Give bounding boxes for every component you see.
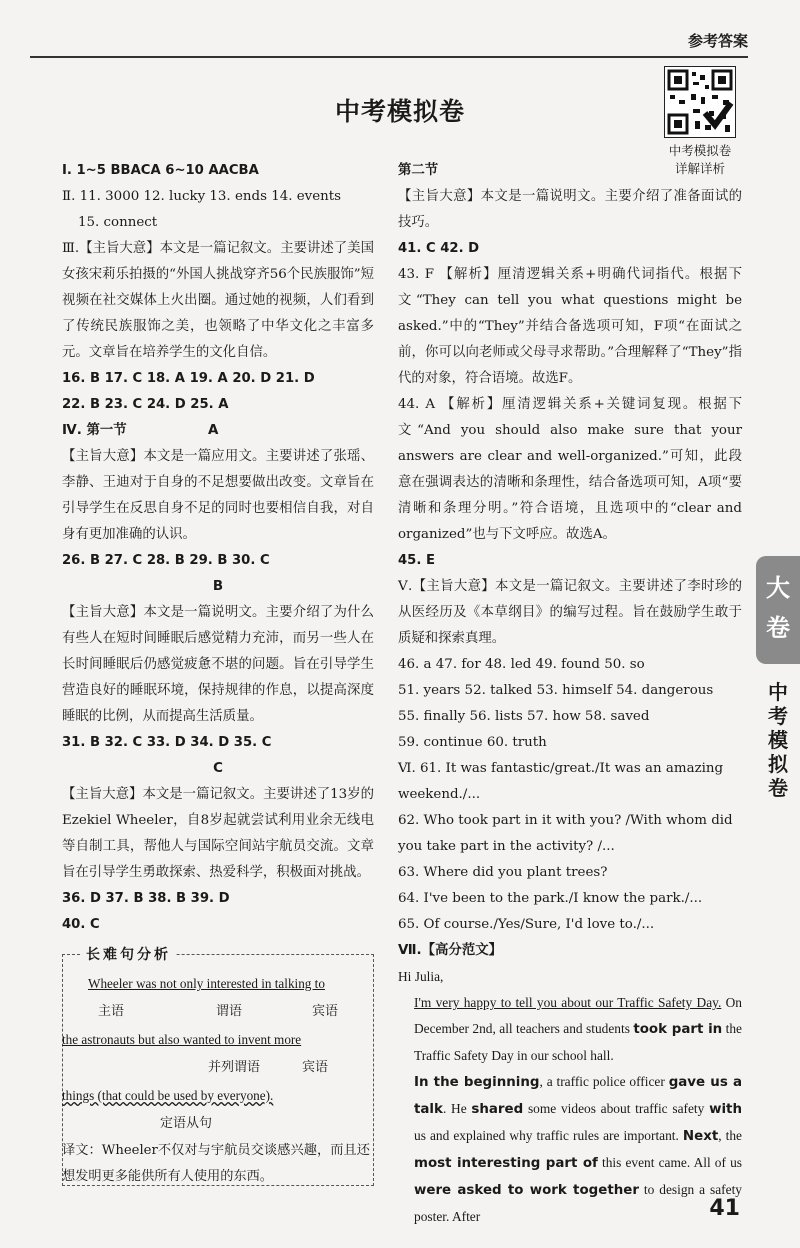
grammar-labels	[88, 1054, 370, 1082]
essay-highlight: shared	[471, 1102, 524, 1117]
essay-text: some videos about traffic safety	[523, 1101, 710, 1116]
grammar-label: 并列谓语	[208, 1060, 261, 1075]
grammar-label: 谓语	[216, 1004, 243, 1019]
explanation-paragraph: 43. F 【解析】厘清逻辑关系+明确代词指代。根据下文“They can tell you what questions might be asked.”中的“They”并结合备选项可知，F项“在面试之前，你可以向老师或父母寻求帮助。”合理解释了“They”指代的对象，符合语境。故选F。	[398, 267, 742, 386]
page-title: 中考模拟卷	[334, 97, 465, 126]
essay-text: to design a safety poster. After	[414, 1182, 743, 1224]
answer-line: 31. B 32. C 33. D 34. D 35. C	[62, 735, 272, 750]
answer-line: 16. B 17. C 18. A 19. A 20. D 21. D	[62, 371, 315, 386]
grammar-label: 宾语	[312, 1004, 339, 1019]
essay-text: I'm very happy to tell you about our Traffic Safety Day.	[414, 995, 722, 1010]
answer-line: Ⅵ. 61. It was fantastic/great./It was an amazing weekend./...	[398, 761, 724, 802]
answer-header: 参考答案	[687, 32, 748, 50]
side-tab	[756, 556, 800, 664]
summary-paragraph: 【主旨大意】本文是一篇说明文。主要介绍了准备面试的技巧。	[398, 189, 742, 230]
answer-line: 63. Where did you plant trees?	[398, 865, 608, 880]
essay-highlight: were asked to work together	[414, 1183, 639, 1198]
box-body	[62, 970, 370, 1190]
section-label: Ⅳ. 第一节	[62, 423, 127, 438]
section-heading	[62, 418, 374, 444]
essay-paragraph	[398, 990, 742, 1069]
answer-line: 46. a 47. for 48. led 49. found 50. so	[398, 657, 645, 672]
answer-line: 62. Who took part in it with you? /With whom did you take part in the activity? /...	[398, 813, 733, 854]
essay-text: On December 2nd, all teachers and students	[414, 995, 742, 1036]
box-title: 长难句分析	[82, 944, 175, 964]
qr-caption-line1: 中考模拟卷	[668, 143, 732, 158]
analysis-sentence: the astronauts but also wanted to invent more	[62, 1032, 302, 1047]
essay-text: the Traffic Safety Day in our school hall.	[414, 1021, 742, 1063]
essay-text: us and explained why traffic rules are important.	[414, 1128, 683, 1143]
essay-text: , a traffic police officer	[539, 1074, 669, 1089]
right-column	[398, 158, 742, 1230]
summary-paragraph: Ⅴ.【主旨大意】本文是一篇记叙文。主要讲述了李时珍的从医经历及《本草纲目》的编写过程。旨在鼓励学生敢于质疑和探索真理。	[398, 579, 742, 646]
section-heading: Ⅶ.【高分范文】	[398, 943, 502, 958]
section-heading: 第二节	[398, 163, 439, 178]
answer-line: 59. continue 60. truth	[398, 735, 547, 750]
answer-line: 45. E	[398, 553, 435, 568]
essay-text: , the	[718, 1128, 742, 1143]
summary-paragraph: 【主旨大意】本文是一篇应用文。主要讲述了张瑶、李静、王迪对于自身的不足想要做出改变。文章旨在引导学生在反思自身不足的同时也要相信自我，对自身有更加准确的认识。	[62, 449, 374, 542]
letter-greeting: Hi Julia,	[398, 969, 444, 984]
analysis-sentence: things (that could be used by everyone).	[62, 1088, 274, 1103]
explanation-paragraph: 44. A 【解析】厘清逻辑关系+关键词复现。根据下文“And you should also make sure that your answers are clear and well-organized.”可知，此段意在强调表达的清晰和条理性，结合备选项可知，A项“要清晰和条理分明。”符合语境，且选项中的“clear and organized”也与下文呼应。故选A。	[398, 397, 742, 542]
qr-caption-line2: 详解详析	[674, 161, 725, 176]
essay-highlight: most interesting part of	[414, 1156, 598, 1171]
answer-line: 15. connect	[78, 215, 158, 230]
answer-line: Ⅱ. 11. 3000 12. lucky 13. ends 14. events	[62, 189, 342, 204]
analysis-sentence: Wheeler was not only interested in talking to	[88, 976, 325, 991]
answer-line: Ⅰ. 1~5 BBACA 6~10 AACBA	[62, 163, 259, 178]
summary-paragraph: 【主旨大意】本文是一篇说明文。主要介绍了为什么有些人在短时间睡眠后感觉精力充沛，而另一些人在长时间睡眠后仍感觉疲惫不堪的问题。旨在引导学生营造良好的睡眠环境，保持规律的作息，以提高深度睡眠的比例，从而提高生活质量。	[62, 605, 374, 724]
summary-paragraph: 【主旨大意】本文是一篇记叙文。主要讲述了13岁的Ezekiel Wheeler，自8岁起就尝试利用业余无线电等自制工具，帮他人与国际空间站宇航员交流。文章旨在引导学生勇敢探索、热爱科学，积极面对挑战。	[62, 787, 374, 880]
grammar-labels	[88, 998, 370, 1026]
answer-line: 55. finally 56. lists 57. how 58. saved	[398, 709, 650, 724]
essay-highlight: with	[709, 1102, 742, 1117]
answer-line: 51. years 52. talked 53. himself 54. dangerous	[398, 683, 714, 698]
left-column	[62, 158, 374, 938]
translation: 译文：Wheeler不仅对与宇航员交谈感兴趣，而且还想发明更多能供所有人使用的东西。	[62, 1143, 370, 1184]
side-tab-text: 大 卷	[766, 574, 790, 642]
essay-highlight: took part in	[633, 1022, 723, 1037]
essay-paragraph	[398, 1069, 742, 1230]
header-rule	[30, 56, 748, 58]
answer-line: 40. C	[62, 917, 100, 932]
answer-line: 65. Of course./Yes/Sure, I'd love to./...	[398, 917, 655, 932]
answer-line: 36. D 37. B 38. B 39. D	[62, 891, 230, 906]
page-number: 41	[709, 1196, 740, 1221]
grammar-label: 主语	[98, 1004, 125, 1019]
passage-label: A	[208, 423, 219, 438]
essay-highlight: Next	[682, 1129, 719, 1144]
answer-line: 26. B 27. C 28. B 29. B 30. C	[62, 553, 270, 568]
answer-line: 64. I've been to the park./I know the park./...	[398, 891, 703, 906]
passage-label: C	[213, 761, 223, 776]
grammar-label: 宾语	[302, 1060, 329, 1075]
essay-text: this event came. All of us	[597, 1155, 742, 1170]
answer-line: 41. C 42. D	[398, 241, 480, 256]
side-vertical-label: 中考模拟卷	[768, 680, 788, 800]
answer-line: 22. B 23. C 24. D 25. A	[62, 397, 229, 412]
essay-text: . He	[442, 1101, 472, 1116]
passage-label: B	[212, 579, 224, 594]
grammar-label: 定语从句	[160, 1116, 213, 1131]
essay-highlight: gave us a talk	[414, 1075, 742, 1117]
summary-paragraph: Ⅲ.【主旨大意】本文是一篇记叙文。主要讲述了美国女孩宋莉乐拍摄的“外国人挑战穿齐56个民族服饰”短视频在社交媒体上火出圈。通过她的视频，人们看到了传统民族服饰之美，也领略了中华文化之丰富多元。文章旨在培养学生的文化自信。	[62, 241, 374, 360]
essay-highlight: In the beginning	[414, 1075, 540, 1090]
